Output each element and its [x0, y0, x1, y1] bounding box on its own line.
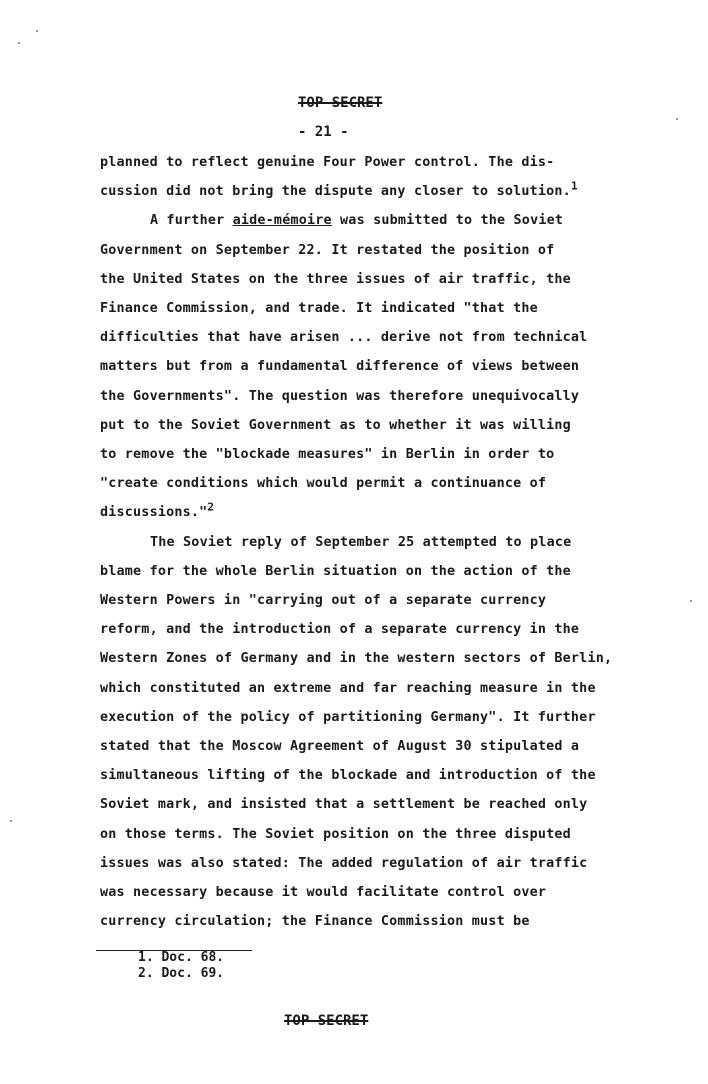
body-line-text: was submitted to the Soviet	[340, 213, 564, 229]
body-line	[100, 498, 640, 527]
body-line: Western Zones of Germany and in the western sectors of Berlin,	[100, 651, 613, 667]
body-line: blame for the whole Berlin situation on the action of the	[100, 563, 571, 579]
footnote-item: 2. Doc. 69.	[138, 966, 225, 981]
body-line: Finance Commission, and trade. It indicated "that the	[100, 301, 538, 317]
footnote-item: 1. Doc. 68.	[138, 950, 225, 965]
body-line: stated that the Moscow Agreement of August 30 stipulated a	[100, 739, 580, 755]
body-line: "create conditions which would permit a continuance of	[100, 476, 547, 492]
scan-speck	[676, 118, 678, 120]
scan-speck	[36, 30, 38, 32]
body-line: currency circulation; the Finance Commission must be	[100, 914, 530, 930]
underlined-term: aide-mémoire	[232, 213, 332, 229]
body-line: simultaneous lifting of the blockade and introduction of the	[100, 768, 596, 784]
body-line: on those terms. The Soviet position on the three disputed	[100, 826, 571, 842]
body-line: difficulties that have arisen ... derive not from technical	[100, 330, 588, 346]
body-line: to remove the "blockade measures" in Berlin in order to	[100, 447, 555, 463]
scan-speck	[18, 42, 20, 44]
body-line: matters but from a fundamental difference of views between	[100, 359, 580, 375]
body-line-text: discussions."	[100, 505, 208, 521]
body-line: execution of the policy of partitioning Germany". It further	[100, 709, 596, 725]
footnotes	[138, 950, 224, 982]
body-text	[100, 148, 640, 936]
body-line-prefix: A further	[150, 213, 233, 229]
body-line: issues was also stated: The added regulation of air traffic	[100, 855, 588, 871]
body-line: reform, and the introduction of a separate currency in the	[100, 622, 580, 638]
body-line: The Soviet reply of September 25 attempted to place	[150, 534, 572, 550]
body-line: was necessary because it would facilitate control over	[100, 885, 547, 901]
body-line: Government on September 22. It restated the position of	[100, 242, 555, 258]
footnote-reference: 2	[207, 500, 215, 514]
classification-header: TOP SECRET	[298, 95, 383, 111]
body-line: planned to reflect genuine Four Power control. The dis-	[100, 155, 555, 170]
body-line: put to the Soviet Government as to whether it was willing	[100, 417, 571, 433]
body-line	[100, 206, 640, 235]
classification-footer: TOP SECRET	[284, 1013, 369, 1029]
body-line: Western Powers in "carrying out of a separate currency	[100, 593, 547, 609]
scan-speck	[10, 820, 12, 822]
body-line: which constituted an extreme and far reaching measure in the	[100, 680, 596, 696]
body-line: the United States on the three issues of air traffic, the	[100, 271, 571, 287]
body-line	[100, 177, 640, 206]
scan-speck	[690, 600, 692, 602]
page-number: - 21 -	[298, 124, 349, 140]
body-line-text: cussion did not bring the dispute any closer to solution.	[100, 184, 571, 200]
body-line: the Governments". The question was therefore unequivocally	[100, 388, 580, 404]
body-line: Soviet mark, and insisted that a settlement be reached only	[100, 797, 588, 813]
footnote-reference: 1	[570, 179, 578, 193]
